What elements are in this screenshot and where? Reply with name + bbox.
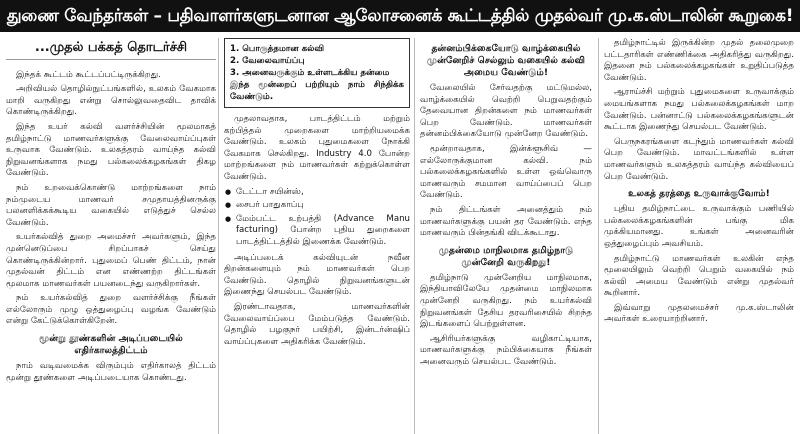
- paragraph: வேலையில் சேர்வதற்கு மட்டுமல்ல, வாழ்க்கையில் வெற்றி பெறுவதற்கும் தேவையான திறன்களை நம் மாணவர்கள் பெற வேண்டும். மாணவர்கள் தன்னம்பிக்கையோடு முன்னேற வேண்டும்.: [420, 83, 592, 140]
- paragraph: இரண்டாவதாக, மாணவர்களின் வேலைவாய்ப்பை மேம்படுத்த வேண்டும். தொழில் பழகுநர் பயிற்சி, இன்டர்ன்ஷிப் வாய்ப்புகளை அதிகரிக்க வேண்டும்.: [224, 301, 410, 347]
- pillars-box: [224, 38, 410, 108]
- column-3: [420, 38, 592, 434]
- paragraph: ஆராய்ச்சி மற்றும் புதுமைகளை உருவாக்கும் மையங்களாக நமது பல்கலைக்கழகங்கள் மாற வேண்டும். பன்னாட்டு பல்கலைக்கழகங்களுடன் கூட்டாக இணைந்து செயல்பட வேண்டும்.: [604, 87, 794, 133]
- paragraph: இவ்வாறு முதலமைச்சர் மு.க.ஸ்டாலின் அவர்கள் உரையாற்றினார்.: [604, 302, 794, 325]
- bullet-item: ● மேம்பட்ட உற்பத்தி (Advance Manu facturing) போன்ற புதிய துறைகளை பாடத்திட்டத்தில் இணைக்க வேண்டும்.: [236, 214, 410, 249]
- column-4: [604, 38, 794, 434]
- pillar-note: இந்த மூன்றைப் பற்றியும் நாம் சிந்திக்க வேண்டும்.: [230, 80, 404, 102]
- paragraph: இந்த உயர் கல்வி வளர்ச்சியின் மூலமாகத் தமிழ்நாட்டு மாணவர்களுக்கு வேலைவாய்ப்புகள் உருவாக வேண்டும். உலகத்தரம் வாய்ந்த கல்வி நிறுவனங்களாக நமது பல்கலைக்கழகங்கள் திகழ வேண்டும்.: [6, 121, 216, 179]
- bullet-item: ● சைபர் பாதுகாப்பு: [236, 200, 410, 212]
- paragraph: புதிய தமிழ்நாட்டை உருவாக்கும் பணியில் பல்கலைக்கழகங்களின் பங்கு மிக முக்கியமானது. உங்கள் அனைவரின் ஒத்துழைப்பும் அவசியம்.: [604, 204, 794, 249]
- paragraph: நம் உறவைக்கொண்டு மாற்றங்களை நாம் நம்முடைய மாணவர் சமுதாயத்தினருக்கு பலனளிக்கக்கூடிய வகையில் எடுத்துச் செல்ல வேண்டும்.: [6, 182, 216, 228]
- paragraph: முதலாவதாக, பாடத்திட்டம் மற்றும் கற்பித்தல் முறைகளை மாற்றியமைக்க வேண்டும். உலகம் புதுமைகளை நோக்கி வேகமாக செல்கிறது. Industry 4.0 போன்ற மாற்றங்களை நம் மாணவர்கள் கற்றுக்கொள்ள வேண்டும்.: [224, 114, 410, 182]
- bullet-item: ● டேட்டா சயின்ஸ்,: [236, 187, 410, 199]
- headline: துணை வேந்தர்கள் – பதிவாளர்களுடனான ஆலோசனைக் கூட்டத்தில் முதல்வர் மு.க.ஸ்டாலின் கூறுகை!: [0, 0, 800, 32]
- section-subheading: தன்னம்பிக்கையோடு வாழ்க்கையில் முன்னேறிச் செல்லும் வகையில் கல்வி அமைய வேண்டும்!: [426, 43, 586, 78]
- paragraph: தமிழ்நாட்டில் இருக்கின்ற முதல் தலைமுறை பட்டதாரிகள் எண்ணிக்கை அதிகரித்து வருகிறது. இதனை நம் பல்கலைக்கழகங்கள் உறுதிப்படுத்த வேண்டும்.: [604, 38, 794, 83]
- paragraph: தமிழ்நாடு முன்னேறிய மாநிலமாக, இந்தியாவிலேயே முதன்மை மாநிலமாக முன்னேறி வருகிறது. நம் உயர்கல்வி நிறுவனங்கள் தேசிய தரவரிசையில் சிறந்த இடங்களைப் பெற்றுள்ளன.: [420, 272, 592, 330]
- pillar-item: 3. அனைவருக்கும் உள்ளடக்கிய தன்மை: [230, 68, 390, 78]
- paragraph: இந்தக் கூட்டம் கூட்டப்பட்டிருக்கிறது.: [16, 69, 161, 80]
- paragraph: மூன்றாவதாக, இன்க்ளூசிவ் — எல்லோருக்குமான கல்வி. நம் பல்கலைக்கழகங்களில் உள்ள ஒவ்வொரு மாணவரும் சமமான வாய்ப்பைப் பெற வேண்டும்.: [420, 143, 592, 201]
- paragraph: தமிழ்நாட்டு மாணவர்கள் உலகின் எந்த மூலையிலும் வெற்றி பெறும் வகையில் நம் கல்வி அமைய வேண்டும் என்று முதல்வர் கூறினார்.: [604, 253, 794, 299]
- paragraph: அறிவியல் தொழில்நுட்பங்களில், உலகம் வேகமாக மாறி வருகிறது என்று சொல்லுவதைவிட தாவிக் கொண்டிருக்கிறது.: [6, 84, 216, 118]
- paragraph: ஆசிரியர்களுக்கு வழிகாட்டியாக, மாணவர்களுக்கு நம்பிக்கையாக நீங்கள் அனைவரும் செயல்பட வேண்டும்.: [420, 333, 592, 367]
- pillar-item: 1. பொருத்தமான கல்வி: [230, 44, 325, 54]
- section-subheading: முதன்மை மாநிலமாக தமிழ்நாடு முன்னேறி வருகிறது!: [438, 244, 574, 268]
- paragraph: நாம் வடிவமைக்க விரும்பும் எதிர்காலத் திட்டம் மூன்று தூண்களை அடிப்படையாக கொண்டது.: [6, 361, 216, 383]
- paragraph: நம் திட்டங்கள் அனைத்தும் நம் மாணவர்களுக்கு பயன் தர வேண்டும். எந்த மாணவரும் பின்தங்கி விடக்கூடாது.: [420, 204, 592, 239]
- bullet-list: [224, 187, 410, 249]
- column-divider: [218, 38, 219, 434]
- paragraph: உயர்கல்வித் துறை அமைச்சர் அவர்களும், இந்த முன்னெடுப்பை சிறப்பாகச் செய்து கொண்டிருக்கின்றார். புதுமைப் பெண் திட்டம், நான் முதல்வன் திட்டம் என எண்ணற்ற திட்டங்கள் மூலமாக மாணவர்கள் பயனடைந்து வருகிறார்கள்.: [6, 232, 216, 289]
- paragraph: பெருநகரங்களை கடந்தும் மாணவர்கள் கல்வி பெற வேண்டும். மாவட்டங்களில் உள்ள மாணவர்களும் உலகத்தரம் வாய்ந்த கல்வியைப் பெற வேண்டும்.: [604, 136, 794, 182]
- column-divider: [598, 38, 599, 434]
- column-1: [6, 38, 216, 434]
- section-subheading: மூன்று தூண்களின் அடிப்படையில் எதிர்காலத்திட்டம்: [39, 333, 183, 357]
- section-subheading: உலகத் தரத்தை உருவாக்குவோம்!: [628, 188, 770, 200]
- pillar-item: 2. வேலைவாய்ப்பு: [230, 56, 305, 66]
- paragraph: அடிப்படைக் கல்வியுடன் நவீன திறன்களையும் நம் மாணவர்கள் பெற வேண்டும். தொழில் நிறுவனங்களுடன் இணைந்து செயல்பட வேண்டும்.: [224, 252, 410, 298]
- paragraph: நம் உயர்கல்வித் துறை வளர்ச்சிக்கு நீங்கள் எல்லோரும் முழு ஒத்துழைப்பு வழங்க வேண்டும் என்று கேட்டுக்கொள்கிறேன்.: [6, 293, 216, 327]
- continuation-title: ...முதல் பக்கத் தொடர்ச்சி: [6, 42, 216, 60]
- column-2: [224, 38, 410, 434]
- column-divider: [414, 38, 415, 434]
